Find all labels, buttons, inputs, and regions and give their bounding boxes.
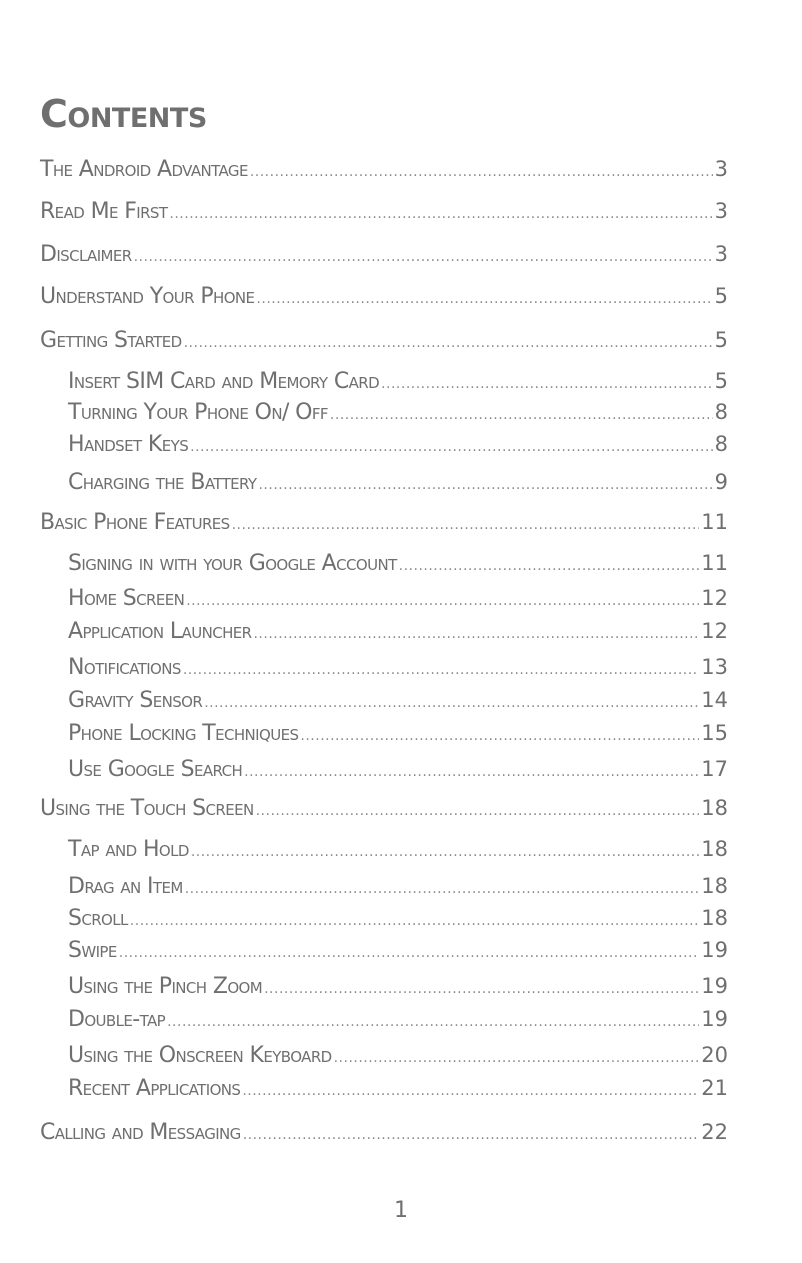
toc-entry-label: Disclaimer bbox=[40, 242, 132, 267]
toc-leader bbox=[204, 690, 699, 716]
toc-leader bbox=[250, 159, 713, 185]
toc-entry-page: 5 bbox=[714, 284, 728, 308]
page-number: 1 bbox=[394, 1198, 408, 1223]
toc-entry-label: Double-tap bbox=[68, 1007, 166, 1032]
toc-entry[interactable] bbox=[68, 431, 728, 457]
toc-entry-page: 18 bbox=[701, 837, 728, 861]
toc-entry-label: Scroll bbox=[68, 906, 128, 931]
toc-leader bbox=[134, 244, 713, 270]
toc-entry[interactable] bbox=[40, 795, 728, 821]
toc-entry-label: Phone Locking Techniques bbox=[68, 721, 299, 746]
toc-entry[interactable] bbox=[40, 1119, 728, 1145]
toc-entry-label: Tap and Hold bbox=[68, 837, 189, 862]
toc-leader bbox=[167, 1009, 699, 1035]
toc-entry[interactable] bbox=[68, 399, 728, 425]
toc-entry-page: 11 bbox=[701, 551, 728, 575]
toc-entry[interactable] bbox=[40, 198, 728, 224]
toc-entry[interactable] bbox=[68, 756, 728, 782]
toc-entry-page: 12 bbox=[701, 586, 728, 610]
toc-entry[interactable] bbox=[68, 687, 728, 713]
toc-leader bbox=[242, 1078, 699, 1104]
toc-entry[interactable] bbox=[68, 905, 728, 931]
toc-entry-page: 8 bbox=[714, 400, 728, 424]
toc-entry-page: 11 bbox=[701, 510, 728, 534]
toc-entry-label: Drag an Item bbox=[68, 874, 183, 899]
toc-entry[interactable] bbox=[68, 585, 728, 611]
toc-entry-page: 15 bbox=[701, 721, 728, 745]
toc-entry-label: Using the Onscreen Keyboard bbox=[68, 1043, 332, 1068]
toc-entry-page: 3 bbox=[714, 157, 728, 181]
toc-entry-label: Getting Started bbox=[40, 328, 182, 353]
toc-entry-page: 17 bbox=[701, 757, 728, 781]
toc-entry[interactable] bbox=[68, 618, 728, 644]
toc-entry[interactable] bbox=[68, 1075, 728, 1101]
toc-leader bbox=[330, 402, 713, 428]
toc-entry-label: Swipe bbox=[68, 938, 117, 963]
toc-leader bbox=[300, 723, 699, 749]
toc-entry-page: 5 bbox=[714, 328, 728, 352]
toc-entry-label: Using the Pinch Zoom bbox=[68, 974, 263, 999]
toc-leader bbox=[258, 472, 712, 498]
toc-entry-label: Gravity Sensor bbox=[68, 688, 203, 713]
toc-entry[interactable] bbox=[40, 156, 728, 182]
toc-entry-page: 9 bbox=[714, 470, 728, 494]
toc-leader bbox=[119, 940, 700, 966]
toc-leader bbox=[169, 201, 712, 227]
toc-entry-page: 3 bbox=[714, 199, 728, 223]
toc-entry-label: Application Launcher bbox=[68, 619, 252, 644]
toc-entry-page: 20 bbox=[701, 1043, 728, 1067]
toc-entry-page: 19 bbox=[701, 974, 728, 998]
toc-leader bbox=[185, 876, 700, 902]
toc-leader bbox=[186, 588, 699, 614]
toc-entry[interactable] bbox=[68, 550, 728, 576]
toc-entry-label: Use Google Search bbox=[68, 757, 243, 782]
toc-entry-page: 18 bbox=[701, 796, 728, 820]
toc-entry-label: Signing in with your Google Account bbox=[68, 551, 397, 576]
toc-leader bbox=[130, 908, 699, 934]
toc-entry[interactable] bbox=[40, 241, 728, 267]
toc-entry-page: 8 bbox=[714, 432, 728, 456]
toc-entry-label: Handset Keys bbox=[68, 432, 189, 457]
toc-leader bbox=[381, 371, 713, 397]
toc-entry-label: Using the Touch Screen bbox=[40, 796, 254, 821]
toc-entry-page: 14 bbox=[701, 688, 728, 712]
toc-entry-label: Recent Applications bbox=[68, 1076, 241, 1101]
toc-entry-label: The Android Advantage bbox=[40, 157, 248, 182]
toc-entry-page: 13 bbox=[701, 655, 728, 679]
toc-entry[interactable] bbox=[40, 509, 728, 535]
toc-entry[interactable] bbox=[68, 720, 728, 746]
toc-leader bbox=[232, 512, 700, 538]
toc-entry-page: 19 bbox=[701, 1007, 728, 1031]
toc-entry-label: Read Me First bbox=[40, 199, 168, 224]
toc-leader bbox=[253, 621, 699, 647]
toc-leader bbox=[184, 330, 713, 356]
toc-entry-label: Basic Phone Features bbox=[40, 510, 230, 535]
toc-leader bbox=[264, 976, 699, 1002]
toc-entry-label: Home Screen bbox=[68, 586, 185, 611]
toc-leader bbox=[399, 553, 700, 579]
toc-entry[interactable] bbox=[68, 469, 728, 495]
toc-entry-page: 22 bbox=[701, 1120, 728, 1144]
toc-leader bbox=[243, 1122, 700, 1148]
toc-entry-label: Charging the Battery bbox=[68, 470, 257, 495]
toc-entry[interactable] bbox=[68, 654, 728, 680]
toc-entry-label: Understand Your Phone bbox=[40, 284, 255, 309]
toc-entry[interactable] bbox=[68, 836, 728, 862]
toc-entry[interactable] bbox=[68, 873, 728, 899]
toc-leader bbox=[256, 286, 712, 312]
toc-entry-label: Calling and Messaging bbox=[40, 1120, 241, 1145]
toc-entry-label: Insert SIM Card and Memory Card bbox=[68, 369, 380, 394]
toc-leader bbox=[191, 839, 699, 865]
toc-entry-page: 5 bbox=[714, 369, 728, 393]
page-title: Contents bbox=[40, 92, 207, 136]
toc-entry[interactable] bbox=[40, 327, 728, 353]
toc-entry-page: 3 bbox=[714, 242, 728, 266]
toc-entry-page: 21 bbox=[701, 1076, 728, 1100]
toc-entry-label: Notifications bbox=[68, 655, 181, 680]
toc-entry-label: Turning Your Phone On/ Off bbox=[68, 400, 328, 425]
toc-leader bbox=[183, 657, 699, 683]
toc-entry[interactable] bbox=[40, 283, 728, 309]
toc-entry[interactable] bbox=[68, 1006, 728, 1032]
toc-leader bbox=[256, 798, 700, 824]
toc-entry-page: 19 bbox=[701, 938, 728, 962]
toc-entry-page: 18 bbox=[701, 874, 728, 898]
toc-entry[interactable] bbox=[68, 937, 728, 963]
toc-entry-page: 18 bbox=[701, 906, 728, 930]
toc-entry[interactable] bbox=[68, 973, 728, 999]
toc-leader bbox=[244, 759, 699, 785]
toc-entry-page: 12 bbox=[701, 619, 728, 643]
toc-entry[interactable] bbox=[68, 1042, 728, 1068]
toc-entry[interactable] bbox=[68, 368, 728, 394]
toc-leader bbox=[334, 1045, 700, 1071]
toc-leader bbox=[190, 434, 713, 460]
